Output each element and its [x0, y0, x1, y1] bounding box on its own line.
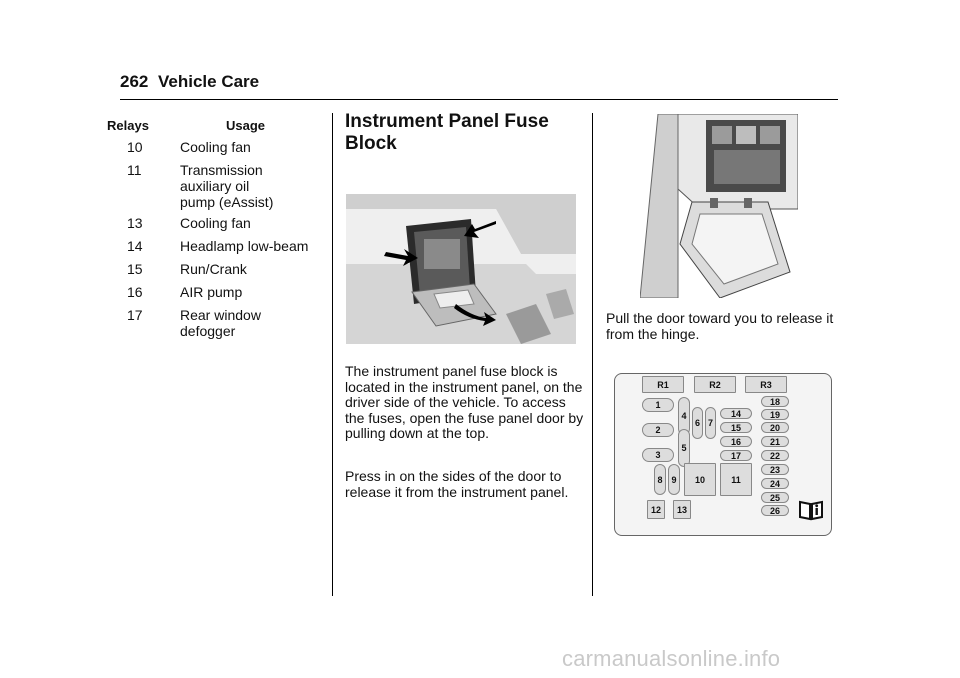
fuse-5: 5	[678, 429, 690, 467]
fuse-18: 18	[761, 396, 789, 407]
section-heading-line1: Instrument Panel Fuse	[345, 111, 549, 132]
fuse-4: 4	[678, 397, 690, 435]
fuse-23: 23	[761, 464, 789, 475]
table-cell-relay: 17	[127, 307, 143, 323]
table-cell-usage: Headlamp low-beam	[180, 238, 309, 254]
table-header-relays: Relays	[107, 118, 149, 133]
fuse-8: 8	[654, 464, 666, 495]
paragraph-location: The instrument panel fuse block is located in the instrument panel, on the driver side of the vehicle. To access the fuses, open the fuse panel door by pulling down at the top.	[345, 363, 584, 441]
fuse-25: 25	[761, 492, 789, 503]
fuse-10: 10	[684, 463, 716, 496]
table-cell-usage: Rear window defogger	[180, 307, 261, 339]
table-cell-usage: Transmission auxiliary oil pump (eAssist)	[180, 162, 274, 210]
fuse-17: 17	[720, 450, 752, 461]
table-cell-relay: 15	[127, 261, 143, 277]
table-header-usage: Usage	[226, 118, 266, 133]
fuse-7: 7	[705, 407, 716, 439]
table-cell-relay: 10	[127, 139, 143, 155]
table-cell-relay: 16	[127, 284, 143, 300]
owner-manual-icon	[798, 499, 824, 521]
table-cell-usage: Cooling fan	[180, 215, 251, 231]
fuse-1: 1	[642, 398, 674, 412]
column-divider-1	[332, 113, 333, 596]
paragraph-release: Press in on the sides of the door to release it from the instrument panel.	[345, 468, 569, 500]
section-title: Vehicle Care	[158, 72, 260, 91]
fuse-9: 9	[668, 464, 680, 495]
fuse-15: 15	[720, 422, 752, 433]
relay-r3: R3	[745, 376, 787, 393]
fuse-3: 3	[642, 448, 674, 462]
fuse-19: 19	[761, 409, 789, 420]
fuse-14: 14	[720, 408, 752, 419]
relay-r2: R2	[694, 376, 736, 393]
fuse-21: 21	[761, 436, 789, 447]
table-cell-relay: 11	[127, 162, 142, 178]
fuse-22: 22	[761, 450, 789, 461]
section-heading	[345, 111, 575, 155]
caption-hinge: Pull the door toward you to release it from the hinge.	[606, 310, 834, 342]
table-cell-usage: Cooling fan	[180, 139, 251, 155]
relay-r1: R1	[642, 376, 684, 393]
fuse-16: 16	[720, 436, 752, 447]
fuse-panel-location-illustration	[346, 194, 576, 344]
fuse-24: 24	[761, 478, 789, 489]
page-number: 262	[120, 72, 149, 91]
fuse-13: 13	[673, 500, 691, 519]
column-divider-2	[592, 113, 593, 596]
fuse-12: 12	[647, 500, 665, 519]
door-hinge-illustration	[640, 114, 798, 298]
table-cell-usage: Run/Crank	[180, 261, 247, 277]
table-cell-relay: 14	[127, 238, 143, 254]
fuse-6: 6	[692, 407, 703, 439]
fuse-2: 2	[642, 423, 674, 437]
table-cell-relay: 13	[127, 215, 143, 231]
watermark: carmanualsonline.info	[562, 646, 781, 671]
header-rule	[120, 99, 838, 100]
table-cell-usage: AIR pump	[180, 284, 243, 300]
fuse-26: 26	[761, 505, 789, 516]
fuse-11: 11	[720, 463, 752, 496]
section-heading-line2: Block	[345, 133, 397, 154]
fuse-block-diagram	[614, 373, 832, 536]
fuse-20: 20	[761, 422, 789, 433]
